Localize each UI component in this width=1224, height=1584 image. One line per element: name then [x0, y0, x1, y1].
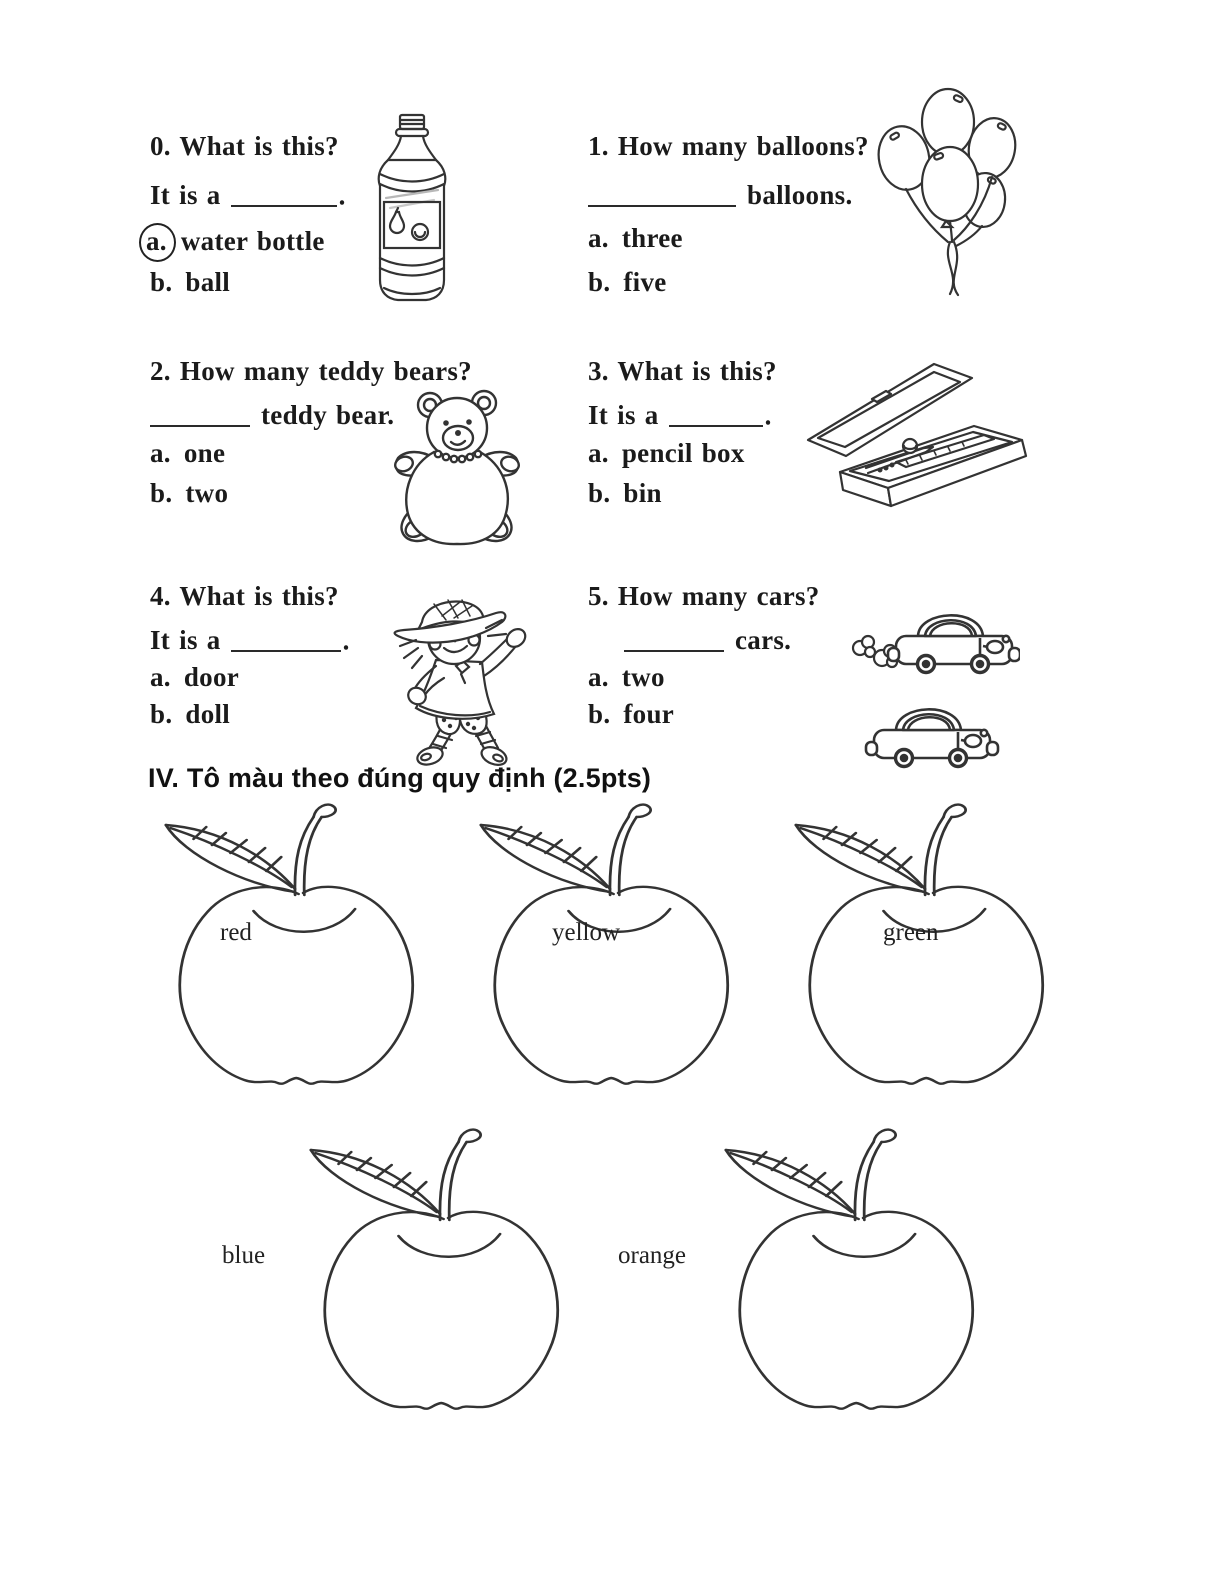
option-b: [150, 699, 230, 730]
section-iv-heading: IV. Tô màu theo đúng quy định (2.5pts): [148, 763, 652, 793]
option-label: bin: [623, 478, 662, 508]
question-2: [150, 356, 600, 556]
option-b: [588, 699, 674, 730]
apple-label: green: [883, 919, 939, 946]
option-label: water bottle: [180, 226, 325, 256]
answer-prefix: It is a: [150, 625, 221, 656]
option-key: b.: [588, 267, 611, 297]
option-label: doll: [185, 699, 231, 729]
answer-blank: [588, 181, 736, 207]
option-a: [146, 223, 325, 262]
question-prompt: 0. What is this?: [150, 131, 339, 161]
option-label: five: [623, 267, 667, 297]
option-key: a.: [150, 438, 171, 468]
option-label: three: [621, 223, 683, 253]
apple-label: orange: [618, 1242, 687, 1269]
answer-line: [150, 178, 346, 211]
answer-line: [150, 623, 350, 656]
answer-suffix: balloons.: [747, 180, 853, 211]
apple-label: blue: [222, 1242, 266, 1269]
water-bottle-drawing: [370, 112, 454, 304]
option-key: b.: [150, 478, 173, 508]
pencil-box-drawing: [788, 344, 1038, 529]
apple-label: red: [220, 919, 252, 946]
question-prompt: 1. How many balloons?: [588, 131, 869, 161]
option-label: one: [183, 438, 226, 468]
answer-suffix: teddy bear.: [261, 400, 395, 431]
question-prompt: 4. What is this?: [150, 581, 339, 611]
answer-suffix: .: [342, 625, 350, 656]
question-prompt: 5. How many cars?: [588, 581, 820, 611]
option-key: b.: [150, 267, 173, 297]
option-a: [588, 662, 665, 693]
question-prompt: 2. How many teddy bears?: [150, 356, 472, 386]
answer-blank: [231, 626, 341, 652]
apple-outline-red: [152, 795, 452, 1095]
answer-suffix: .: [338, 180, 346, 211]
option-key: a.: [588, 223, 609, 253]
option-a: [150, 438, 225, 469]
answer-blank: [669, 401, 763, 427]
option-label: two: [185, 478, 229, 508]
option-label: ball: [185, 267, 231, 297]
answer-blank: [624, 626, 724, 652]
apple-outline-blue: [297, 1120, 597, 1420]
option-label: door: [183, 662, 240, 692]
answer-line: [588, 178, 853, 211]
option-key: a.: [588, 438, 609, 468]
option-b: [150, 267, 230, 298]
answer-line: [588, 623, 791, 656]
option-key-circled: a.: [139, 223, 176, 262]
option-label: four: [623, 699, 675, 729]
question-prompt: 3. What is this?: [588, 356, 777, 386]
apple-outline-orange: [712, 1120, 1012, 1420]
answer-suffix: cars.: [735, 625, 792, 656]
option-a: [588, 223, 683, 254]
answer-blank: [231, 181, 337, 207]
answer-line: [150, 398, 394, 431]
answer-line: [588, 398, 772, 431]
option-label: pencil box: [621, 438, 745, 468]
option-a: [588, 438, 745, 469]
option-b: [588, 267, 667, 298]
answer-prefix: It is a: [588, 400, 659, 431]
option-key: b.: [150, 699, 173, 729]
apple-label: yellow: [552, 919, 621, 946]
option-label: two: [621, 662, 665, 692]
option-key: b.: [588, 699, 611, 729]
cars-drawing: [848, 596, 1020, 772]
answer-suffix: .: [764, 400, 772, 431]
teddy-bear-drawing: [388, 388, 526, 550]
option-b: [150, 478, 228, 509]
balloons-drawing: [868, 82, 1018, 297]
answer-blank: [150, 401, 250, 427]
option-key: a.: [588, 662, 609, 692]
option-key: b.: [588, 478, 611, 508]
option-key: a.: [150, 662, 171, 692]
doll-drawing: [386, 586, 530, 766]
option-b: [588, 478, 662, 509]
option-a: [150, 662, 239, 693]
question-4: [150, 581, 600, 781]
answer-prefix: It is a: [150, 180, 221, 211]
